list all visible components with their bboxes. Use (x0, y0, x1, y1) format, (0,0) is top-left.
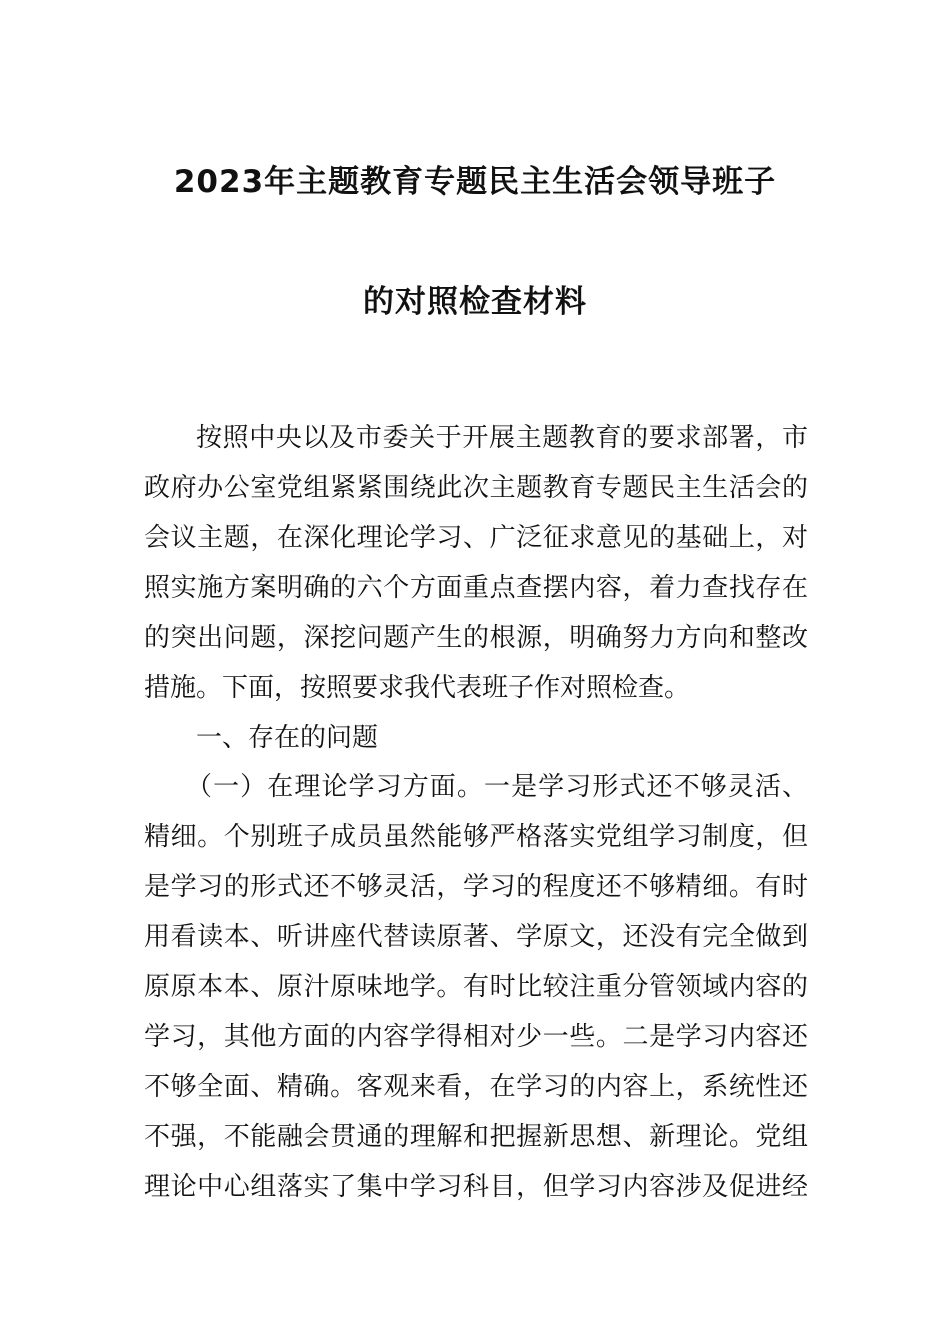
subsection-paragraph-line: （一）在理论学习方面。一是学习形式还不够灵活、 (186, 772, 808, 802)
document-title-line-2: 的对照检查材料 (363, 284, 587, 320)
intro-paragraph-line: 的突出问题，深挖问题产生的根源，明确努力方向和整改 (144, 623, 808, 653)
intro-paragraph-line: 照实施方案明确的六个方面重点查摆内容，着力查找存在 (144, 573, 808, 603)
intro-paragraph-line: 按照中央以及市委关于开展主题教育的要求部署，市 (196, 423, 808, 453)
intro-paragraph-line: 措施。下面，按照要求我代表班子作对照检查。 (144, 673, 691, 703)
subsection-paragraph-line: 不够全面、精确。客观来看，在学习的内容上，系统性还 (144, 1072, 808, 1102)
subsection-paragraph-line: 原原本本、原汁原味地学。有时比较注重分管领域内容的 (144, 972, 808, 1002)
section-heading: 一、存在的问题 (196, 723, 379, 753)
intro-paragraph-line: 政府办公室党组紧紧围绕此次主题教育专题民主生活会的 (144, 473, 808, 503)
intro-paragraph-line: 会议主题，在深化理论学习、广泛征求意见的基础上，对 (144, 523, 808, 553)
subsection-paragraph-line: 不强，不能融会贯通的理解和把握新思想、新理论。党组 (144, 1122, 808, 1152)
subsection-paragraph-line: 理论中心组落实了集中学习科目，但学习内容涉及促进经 (144, 1172, 808, 1202)
subsection-paragraph-line: 精细。个别班子成员虽然能够严格落实党组学习制度，但 (144, 822, 808, 852)
subsection-paragraph-line: 是学习的形式还不够灵活，学习的程度还不够精细。有时 (144, 872, 808, 902)
subsection-paragraph-line: 学习，其他方面的内容学得相对少一些。二是学习内容还 (144, 1022, 808, 1052)
subsection-paragraph-line: 用看读本、听讲座代替读原著、学原文，还没有完全做到 (144, 922, 808, 952)
document-title-line-1: 2023年主题教育专题民主生活会领导班子 (173, 164, 777, 200)
